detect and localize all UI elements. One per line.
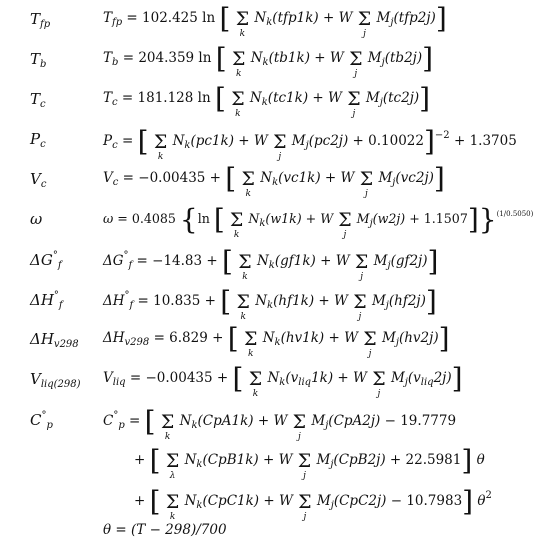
equation-vc: $V_c = -0.00435$ + [ Σ k $N_k(vc1k) + W$ Σ j $M_j(vc2j)$] [103,162,445,199]
symbol-vc: $V_c$ [30,170,47,190]
equation-row-omega [0,200,533,240]
equation-hv298: $\Delta H_{v298} = 6.829$ + [ Σ k $N_k(hv1k) + W$ Σ j $M_j(hv2j)$] [103,322,450,359]
equation-pc: $P_c$ = [ Σ k $N_k(pc1k) + W$ Σ j $M_j(pc2j) + 0.10022]^{-2} + 1.3705$ [103,125,517,162]
equation-cp-cont-1: + [ Σ λ $N_k(CpB1k) + W$ Σ j $M_j(CpB2j) + 22.5981$] θ [134,444,485,481]
equation-row-tb [0,40,504,80]
equation-row-vliq [0,360,504,400]
equation-tfp: $T_{fp} = 102.425$ ln [ Σ k $N_k(tfp1k) + W$ Σ j $M_j(tfp2j)$] [103,2,447,39]
symbol-pc: $P_c$ [30,130,46,150]
equation-row-hf [0,280,504,320]
symbol-tc: $T_c$ [30,90,46,110]
equation-tb: $T_b = 204.359$ ln [ Σ k $N_k(tb1k) + W$ Σ j $M_j(tb2j)$] [103,42,434,79]
theta-definition: θ = (T − 298)/700 [103,522,227,538]
equation-cp: $C^\circ_p$ = [ Σ k $N_k(CpA1k) + W$ Σ j $M_j(CpA2j) - 19.7779$ [103,405,457,442]
symbol-tb: $T_b$ [30,50,47,70]
equation-row-hv298 [0,320,504,360]
equation-row-gf [0,240,504,280]
equation-row-vc [0,160,504,200]
symbol-hf: $\Delta H^\circ_f$ [30,290,63,311]
symbol-vliq: $V_{liq(298)}$ [30,370,81,390]
symbol-omega: ω [30,210,43,228]
equation-hf: $\Delta H^\circ_f = 10.835$ + [ Σ k $N_k(hf1k) + W$ Σ j $M_j(hf2j)$] [103,285,437,322]
equation-cp-cont-2: + [ Σ k $N_k(CpC1k) + W$ Σ j $M_j(CpC2j) - 10.7983$] $\theta^2$ [134,485,492,522]
equation-row-tfp [0,0,504,40]
equation-gf: $\Delta G^\circ_f = -14.83$ + [ Σ k $N_k(gf1k) + W$ Σ j $M_j(gf2j)$] [103,245,439,282]
equation-row-cp [0,400,504,440]
equation-vliq: $V_{liq} = -0.00435$ + [ Σ k $N_k(v_{liq}1k) + W$ Σ j $M_j(v_{liq}2j)$] [103,362,463,399]
symbol-cp: $C^\circ_p$ [30,410,53,431]
symbol-tfp: $T_{fp}$ [30,10,51,30]
symbol-gf: $\Delta G^\circ_f$ [30,250,62,271]
symbol-hv298: $\Delta H_{v298}$ [30,330,79,350]
equation-row-pc [0,120,517,162]
equation-tc: $T_c = 181.128$ ln [ Σ k $N_k(tc1k) + W$ Σ j $M_j(tc2j)$] [103,82,431,119]
equation-row-tc [0,80,504,120]
equation-omega: ω = 0.4085 {ln [ Σ k $N_k(w1k) + W$ Σ j $M_j(w2j) + 1.1507]\}^{(1/0.5050)}$ [103,203,533,240]
